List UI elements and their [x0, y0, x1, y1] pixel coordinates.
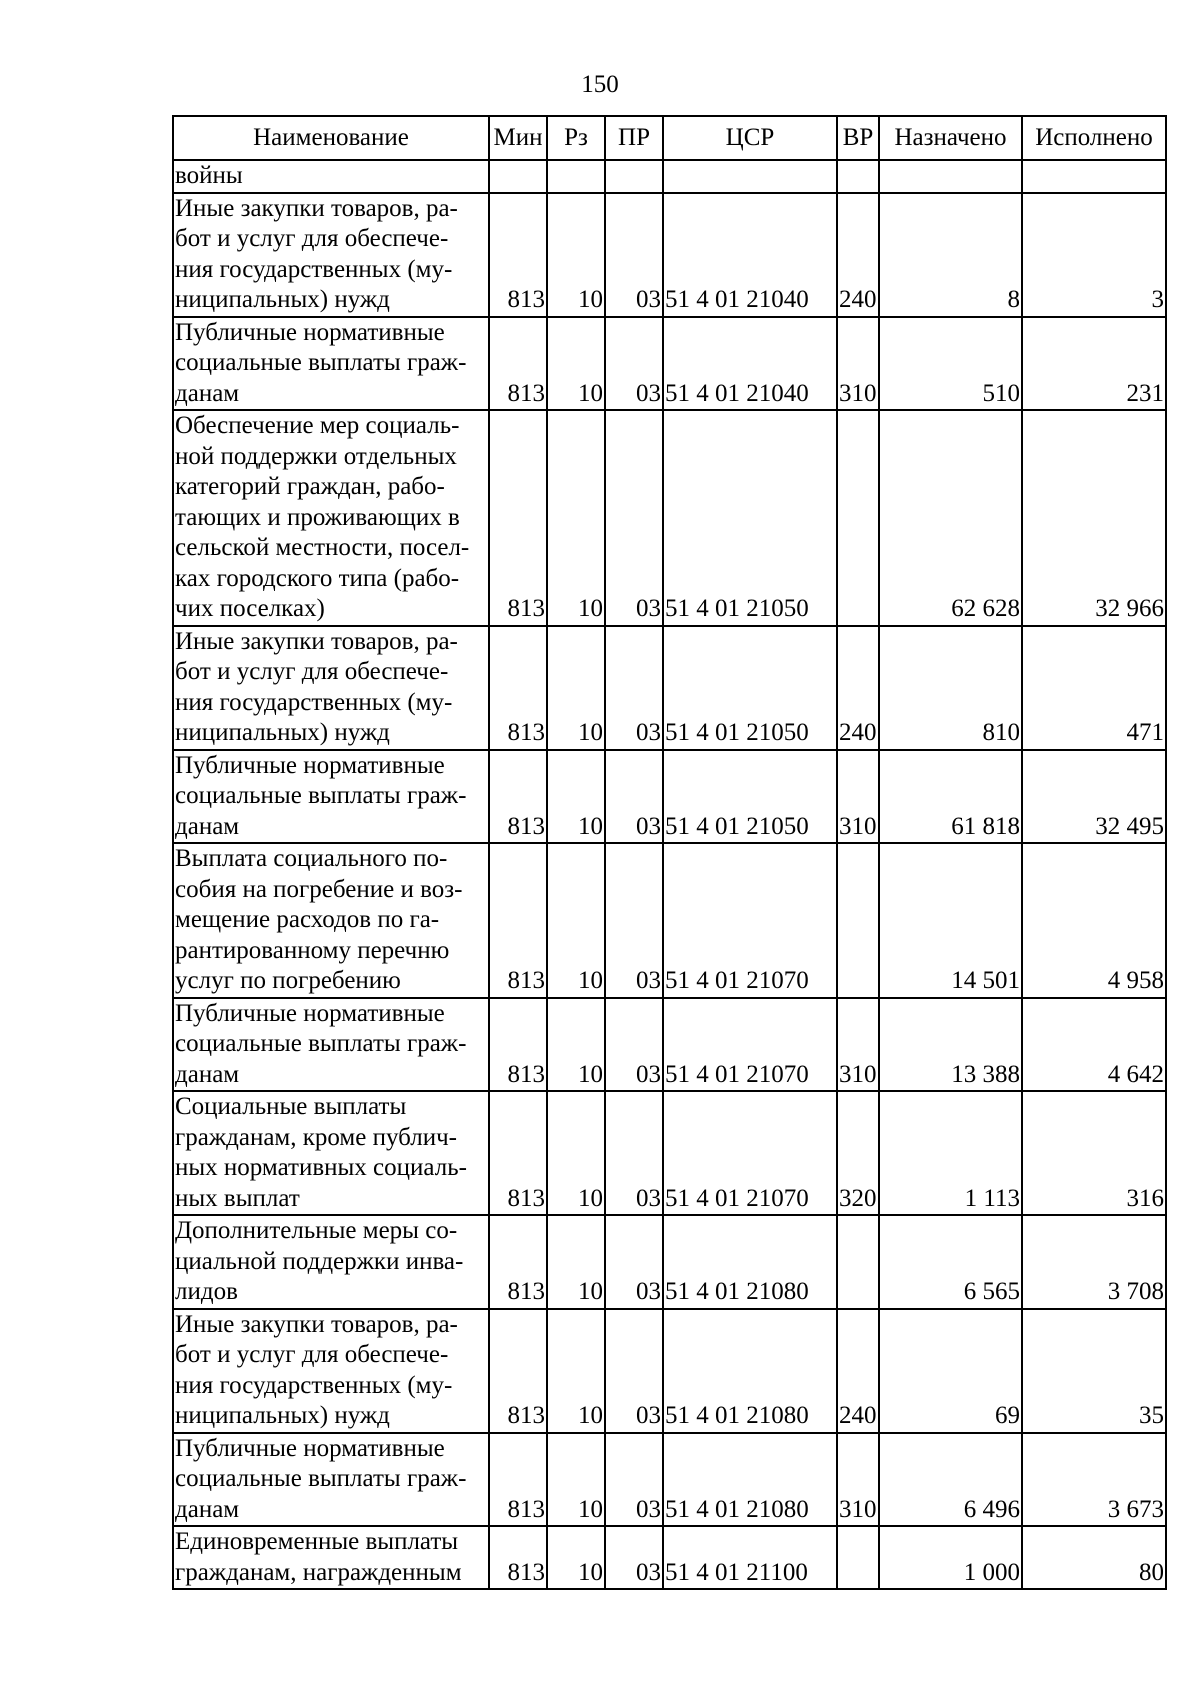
cell-name-line: ниципальных) нужд	[175, 1402, 390, 1429]
cell-pr: 03	[605, 750, 663, 844]
cell-name-line: ных выплат	[175, 1184, 300, 1212]
cell-rz: 10	[547, 626, 605, 750]
cell-rz: 10	[547, 317, 605, 411]
column-header-min: Мин	[489, 116, 547, 160]
cell-name-line: ниципальных) нужд	[175, 719, 390, 746]
cell-name-line: лидов	[175, 1278, 238, 1305]
table-row	[173, 1309, 1166, 1433]
cell-vr: 310	[837, 317, 879, 411]
cell-name-line: гражданам, кроме публич-	[175, 1123, 457, 1151]
cell-vr	[837, 1215, 879, 1309]
cell-pr: 03	[605, 843, 663, 998]
cell-rz: 10	[547, 1309, 605, 1433]
cell-rz: 10	[547, 1433, 605, 1527]
cell-executed: 316	[1022, 1091, 1166, 1215]
cell-name-line: ках городского типа (рабо-	[175, 564, 460, 592]
cell-assigned: 62 628	[879, 410, 1022, 626]
cell-executed: 32 966	[1022, 410, 1166, 626]
cell-name-line: Единовременные выплаты	[175, 1528, 459, 1555]
cell-assigned: 1 000	[879, 1526, 1022, 1589]
cell-assigned: 6 565	[879, 1215, 1022, 1309]
cell-csr: 51 4 01 21040	[663, 193, 837, 317]
cell-name	[173, 750, 489, 844]
cell-min: 813	[489, 1433, 547, 1527]
cell-min: 813	[489, 410, 547, 626]
cell-rz: 10	[547, 193, 605, 317]
cell-min: 813	[489, 626, 547, 750]
cell-name	[173, 843, 489, 998]
cell-executed: 471	[1022, 626, 1166, 750]
cell-pr: 03	[605, 998, 663, 1092]
table-row	[173, 1433, 1166, 1527]
cell-name-line: данам	[175, 379, 240, 407]
cell-rz: 10	[547, 1526, 605, 1589]
page-number: 150	[581, 71, 619, 98]
cell-pr	[605, 160, 663, 193]
cell-name	[173, 1526, 489, 1589]
cell-vr: 240	[837, 193, 879, 317]
cell-name	[173, 193, 489, 317]
cell-csr: 51 4 01 21050	[663, 626, 837, 750]
cell-assigned: 14 501	[879, 843, 1022, 998]
cell-assigned	[879, 160, 1022, 193]
cell-min: 813	[489, 317, 547, 411]
column-header-rz: Рз	[547, 116, 605, 160]
cell-name-line: социальные выплаты граж-	[175, 349, 467, 376]
cell-csr: 51 4 01 21050	[663, 410, 837, 626]
cell-name	[173, 1091, 489, 1215]
cell-csr: 51 4 01 21050	[663, 750, 837, 844]
cell-executed: 4 642	[1022, 998, 1166, 1092]
cell-name	[173, 1215, 489, 1309]
cell-vr: 310	[837, 998, 879, 1092]
cell-name-line: тающих и проживающих в	[175, 503, 460, 531]
cell-pr: 03	[605, 1215, 663, 1309]
cell-assigned: 810	[879, 626, 1022, 750]
cell-vr	[837, 410, 879, 626]
cell-rz: 10	[547, 1091, 605, 1215]
cell-vr	[837, 843, 879, 998]
cell-name	[173, 626, 489, 750]
cell-name	[173, 998, 489, 1092]
cell-executed: 3 708	[1022, 1215, 1166, 1309]
cell-name-line: чих поселках)	[175, 595, 325, 622]
cell-name-line: циальной поддержки инва-	[175, 1247, 464, 1275]
cell-min: 813	[489, 193, 547, 317]
cell-pr: 03	[605, 1433, 663, 1527]
cell-name-line: категорий граждан, рабо-	[175, 473, 445, 500]
cell-executed: 231	[1022, 317, 1166, 411]
cell-name-line: ниципальных) нужд	[175, 286, 390, 313]
cell-csr: 51 4 01 21080	[663, 1309, 837, 1433]
cell-pr: 03	[605, 317, 663, 411]
cell-name	[173, 317, 489, 411]
cell-name-line: Публичные нормативные	[175, 1434, 445, 1462]
cell-vr: 310	[837, 750, 879, 844]
cell-pr: 03	[605, 193, 663, 317]
table-row	[173, 998, 1166, 1092]
column-header-assigned: Назначено	[879, 116, 1022, 160]
table-row	[173, 160, 1166, 193]
cell-csr: 51 4 01 21070	[663, 843, 837, 998]
cell-csr: 51 4 01 21070	[663, 1091, 837, 1215]
cell-name-line: мещение расходов по га-	[175, 906, 440, 933]
table-body	[173, 160, 1166, 1589]
cell-name-line: ния государственных (му-	[175, 688, 453, 716]
table-row	[173, 750, 1166, 844]
cell-rz	[547, 160, 605, 193]
cell-name-line: Публичные нормативные	[175, 999, 445, 1027]
cell-assigned: 6 496	[879, 1433, 1022, 1527]
cell-assigned: 61 818	[879, 750, 1022, 844]
cell-executed: 3	[1022, 193, 1166, 317]
cell-name-line: данам	[175, 1495, 240, 1523]
cell-name-line: Выплата социального по-	[175, 845, 448, 872]
cell-pr: 03	[605, 1091, 663, 1215]
cell-name-line: собия на погребение и воз-	[175, 875, 463, 903]
cell-csr: 51 4 01 21080	[663, 1215, 837, 1309]
cell-min	[489, 160, 547, 193]
cell-name	[173, 1433, 489, 1527]
table-row	[173, 626, 1166, 750]
cell-csr: 51 4 01 21040	[663, 317, 837, 411]
cell-csr: 51 4 01 21080	[663, 1433, 837, 1527]
cell-name-line: ния государственных (му-	[175, 255, 453, 283]
cell-executed: 4 958	[1022, 843, 1166, 998]
cell-vr: 240	[837, 1309, 879, 1433]
cell-executed: 3 673	[1022, 1433, 1166, 1527]
cell-name-line: бот и услуг для обеспече-	[175, 225, 449, 252]
table-row	[173, 410, 1166, 626]
cell-vr	[837, 1526, 879, 1589]
cell-rz: 10	[547, 1215, 605, 1309]
cell-name-line: социальные выплаты граж-	[175, 1030, 467, 1057]
cell-min: 813	[489, 998, 547, 1092]
cell-name-line: Социальные выплаты	[175, 1093, 407, 1120]
cell-name-line: бот и услуг для обеспече-	[175, 658, 449, 685]
cell-min: 813	[489, 1526, 547, 1589]
cell-min: 813	[489, 843, 547, 998]
cell-name	[173, 410, 489, 626]
column-header-csr: ЦСР	[663, 116, 837, 160]
budget-table	[172, 115, 1167, 1590]
cell-name-line: ной поддержки отдельных	[175, 442, 457, 470]
column-header-name: Наименование	[173, 116, 489, 160]
cell-name-line: Иные закупки товаров, ра-	[175, 627, 458, 655]
cell-name-line: Иные закупки товаров, ра-	[175, 194, 458, 222]
cell-name-line: Публичные нормативные	[175, 318, 445, 346]
cell-executed: 32 495	[1022, 750, 1166, 844]
cell-executed: 35	[1022, 1309, 1166, 1433]
cell-vr: 320	[837, 1091, 879, 1215]
cell-rz: 10	[547, 750, 605, 844]
cell-pr: 03	[605, 1526, 663, 1589]
cell-name-line: рантированному перечню	[175, 936, 450, 964]
cell-name-line: Публичные нормативные	[175, 751, 445, 779]
cell-pr: 03	[605, 410, 663, 626]
cell-name-line: Обеспечение мер социаль-	[175, 412, 460, 439]
cell-name-line: ния государственных (му-	[175, 1371, 453, 1399]
cell-min: 813	[489, 1215, 547, 1309]
table-row	[173, 1526, 1166, 1589]
cell-assigned: 510	[879, 317, 1022, 411]
cell-name	[173, 1309, 489, 1433]
cell-name	[173, 160, 489, 193]
column-header-vr: ВР	[837, 116, 879, 160]
cell-name-line: Дополнительные меры со-	[175, 1217, 458, 1244]
cell-name-line: войны	[175, 162, 243, 189]
cell-rz: 10	[547, 843, 605, 998]
cell-executed	[1022, 160, 1166, 193]
cell-csr: 51 4 01 21070	[663, 998, 837, 1092]
cell-name-line: данам	[175, 812, 240, 840]
cell-assigned: 8	[879, 193, 1022, 317]
cell-pr: 03	[605, 1309, 663, 1433]
table-row	[173, 843, 1166, 998]
cell-assigned: 13 388	[879, 998, 1022, 1092]
cell-name-line: социальные выплаты граж-	[175, 1465, 467, 1492]
cell-name-line: сельской местности, посел-	[175, 534, 470, 561]
cell-name-line: данам	[175, 1060, 240, 1088]
cell-min: 813	[489, 750, 547, 844]
cell-min: 813	[489, 1309, 547, 1433]
cell-name-line: социальные выплаты граж-	[175, 782, 467, 809]
cell-csr	[663, 160, 837, 193]
cell-rz: 10	[547, 410, 605, 626]
table-row	[173, 317, 1166, 411]
cell-assigned: 1 113	[879, 1091, 1022, 1215]
table-row	[173, 1091, 1166, 1215]
cell-assigned: 69	[879, 1309, 1022, 1433]
cell-min: 813	[489, 1091, 547, 1215]
cell-vr: 240	[837, 626, 879, 750]
table-row	[173, 193, 1166, 317]
cell-name-line: бот и услуг для обеспече-	[175, 1341, 449, 1368]
cell-csr: 51 4 01 21100	[663, 1526, 837, 1589]
cell-name-line: Иные закупки товаров, ра-	[175, 1310, 458, 1338]
cell-name-line: ных нормативных социаль-	[175, 1154, 467, 1181]
table-row	[173, 1215, 1166, 1309]
column-header-executed: Исполнено	[1022, 116, 1166, 160]
cell-vr	[837, 160, 879, 193]
cell-name-line: услуг по погребению	[175, 967, 401, 994]
cell-pr: 03	[605, 626, 663, 750]
table-header-row	[173, 116, 1166, 160]
cell-vr: 310	[837, 1433, 879, 1527]
cell-name-line: гражданам, награжденным	[175, 1558, 462, 1586]
cell-executed: 80	[1022, 1526, 1166, 1589]
cell-rz: 10	[547, 998, 605, 1092]
column-header-pr: ПР	[605, 116, 663, 160]
